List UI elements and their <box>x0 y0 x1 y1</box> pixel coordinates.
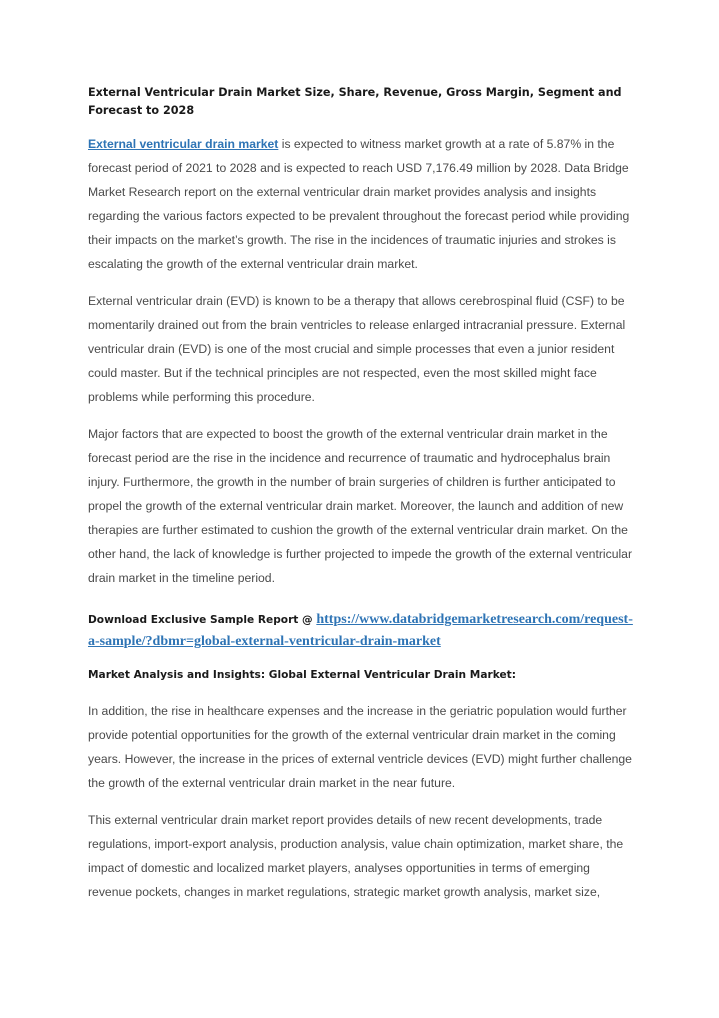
spacer <box>88 409 636 422</box>
market-link[interactable]: External ventricular drain market <box>88 137 279 151</box>
report-details-paragraph: This external ventricular drain market report provides details of new recent developments, trade regulations, import-export analysis, production analysis, value chain optimization, market share, the impact of domestic and localized market players, analyses opportunities in terms of emerging revenue pockets, changes in market regulations, strategic market growth analysis, market size, <box>88 813 624 899</box>
download-sample-line <box>88 609 636 653</box>
growth-factors-paragraph: Major factors that are expected to boost the growth of the external ventricular drain market in the forecast period are the rise in the incidence and recurrence of traumatic and hydrocephalus brain injury. Furthermore, the growth in the number of brain surgeries of children is further anticipated to propel the growth of the external ventricular drain market. Moreover, the launch and addition of new therapies are further estimated to cushion the growth of the external ventricular drain market. On the other hand, the lack of knowledge is further projected to impede the growth of the external ventricular drain market in the timeline period. <box>88 427 633 585</box>
spacer <box>88 795 636 808</box>
intro-paragraph <box>88 132 636 276</box>
page-title: External Ventricular Drain Market Size, Share, Revenue, Gross Margin, Segment and Forecast to 2028 <box>88 86 622 117</box>
download-label: Download Exclusive Sample Report @ <box>88 614 317 626</box>
document-page <box>88 84 636 904</box>
evd-definition-paragraph: External ventricular drain (EVD) is known to be a therapy that allows cerebrospinal fluid (CSF) to be momentarily drained out from the brain ventricles to release enlarged intracranial pressure. External ventricular drain (EVD) is one of the most crucial and simple processes that even a junior resident could master. But if the technical principles are not respected, even the most skilled might face problems while performing this procedure. <box>88 294 626 404</box>
sample-report-link[interactable]: https://www.databridgemarketresearch.com/request-a-sample/?dbmr=global-external-ventricular-drain-market <box>88 612 633 649</box>
opportunities-paragraph: In addition, the rise in healthcare expenses and the increase in the geriatric population would further provide potential opportunities for the growth of the external ventricular drain market in the coming years. However, the increase in the prices of external ventricle devices (EVD) might further challenge the growth of the external ventricular drain market in the near future. <box>88 704 632 790</box>
section-heading: Market Analysis and Insights: Global External Ventricular Drain Market: <box>88 669 516 681</box>
spacer <box>88 276 636 289</box>
intro-text: is expected to witness market growth at a rate of 5.87% in the forecast period of 2021 to 2028 and is expected to reach USD 7,176.49 million by 2028. Data Bridge Market Research report on the external ventricular drain market provides analysis and insights regarding the various factors expected to be prevalent throughout the forecast period while providing their impacts on the market’s growth. The rise in the incidences of traumatic injuries and strokes is escalating the growth of the external ventricular drain market. <box>88 137 630 271</box>
